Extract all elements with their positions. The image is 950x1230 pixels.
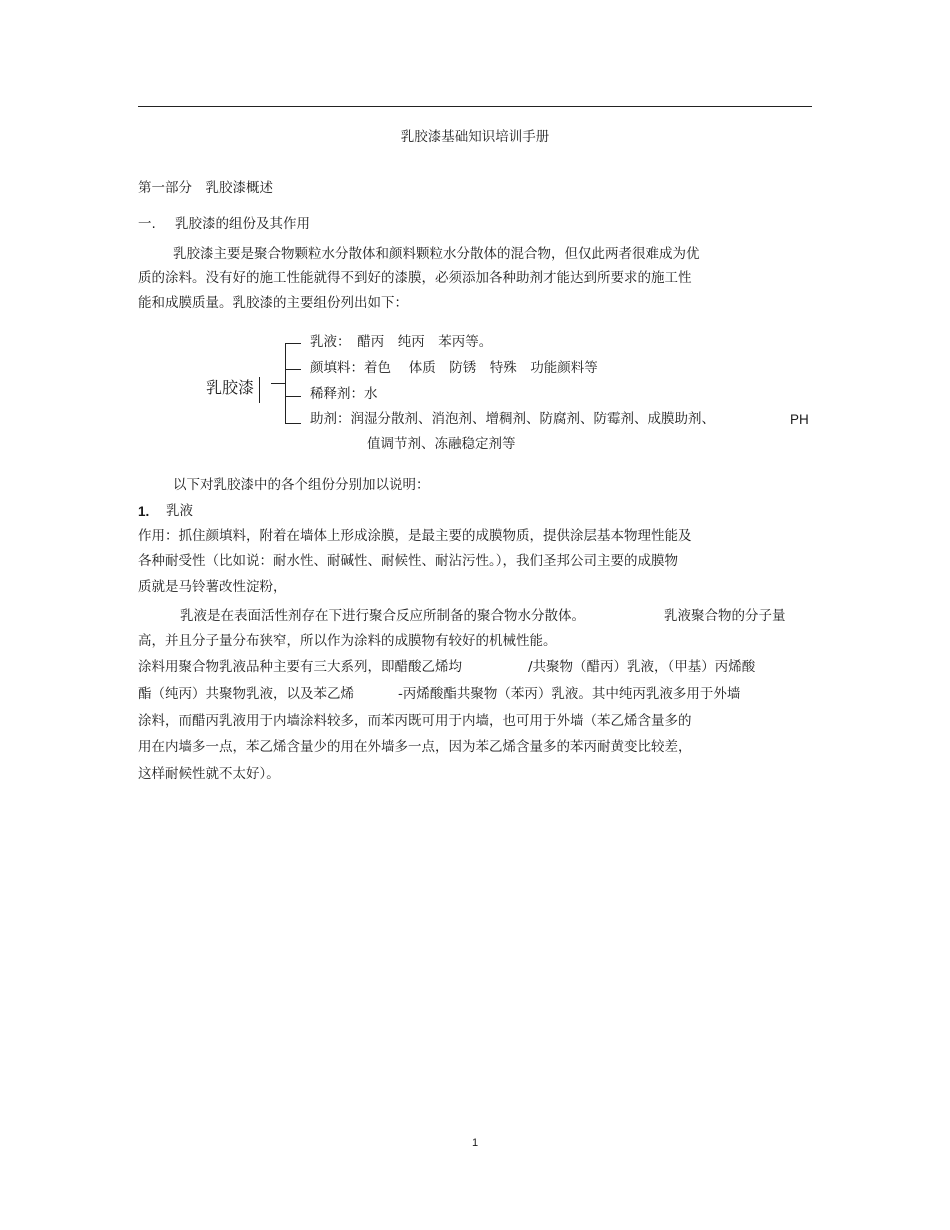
intro-line-1: 乳胶漆主要是聚合物颗粒水分散体和颜料颗粒水分散体的混合物，但仅此两者很难成为优 <box>173 246 700 262</box>
page-number: 1 <box>471 1137 479 1149</box>
role-line-3: 质就是马铃薯改性淀粉， <box>138 579 287 595</box>
root-tick <box>259 377 260 403</box>
series-line-1a: 涂料用聚合物乳液品种主要有三大系列，即醋酸乙烯均 <box>138 659 462 675</box>
tree-item-emulsion: 乳液： 醋丙 纯丙 苯丙等。 <box>310 334 493 350</box>
series-line-1b: /共聚物（醋丙）乳液，（甲基）丙烯酸 <box>528 659 756 675</box>
section-title: 乳胶漆的组份及其作用 <box>175 216 310 232</box>
tree-item-additives-ph: PH <box>790 412 809 427</box>
root-connector <box>271 383 286 384</box>
emulsion-para-line-1a: 乳液是在表面活性剂存在下进行聚合反应所制备的聚合物水分散体。 <box>180 608 585 624</box>
series-line-4: 用在内墙多一点，苯乙烯含量少的用在外墙多一点，因为苯乙烯含量多的苯丙耐黄变比较差， <box>138 739 692 755</box>
header-rule <box>138 106 812 107</box>
explain-line: 以下对乳胶漆中的各个组份分别加以说明： <box>173 477 430 493</box>
series-line-3: 涂料，而醋丙乳液用于内墙涂料较多，而苯丙既可用于内墙，也可用于外墙（苯乙烯含量多的 <box>138 713 692 729</box>
document-title: 乳胶漆基础知识培训手册 <box>400 129 550 145</box>
tree-item-additives: 助剂：润湿分散剂、消泡剂、增稠剂、防腐剂、防霉剂、成膜助剂、 <box>310 411 715 427</box>
role-line-1: 作用：抓住颜填料，附着在墙体上形成涂膜，是最主要的成膜物质，提供涂层基本物理性能及 <box>138 528 692 544</box>
tree-item-additives-cont: 值调节剂、冻融稳定剂等 <box>367 436 516 452</box>
subsection-title: 乳液 <box>166 503 193 519</box>
part-heading: 第一部分 乳胶漆概述 <box>138 180 273 196</box>
branch-4 <box>285 423 301 424</box>
series-line-2b: -丙烯酸酯共聚物（苯丙）乳液。其中纯丙乳液多用于外墙 <box>398 686 741 702</box>
branch-3 <box>285 396 301 397</box>
role-line-2: 各种耐受性（比如说：耐水性、耐碱性、耐候性、耐沾污性。），我们圣邦公司主要的成膜物 <box>138 553 678 569</box>
branch-1 <box>285 343 301 344</box>
series-line-2a: 酯（纯丙）共聚物乳液，以及苯乙烯 <box>138 686 354 702</box>
emulsion-para-line-2: 高，并且分子量分布狭窄，所以作为涂料的成膜物有较好的机械性能。 <box>138 633 557 649</box>
emulsion-para-line-1b: 乳液聚合物的分子量 <box>664 608 786 624</box>
subsection-number: 1. <box>138 504 150 519</box>
section-number: 一. <box>138 216 156 232</box>
tree-bracket <box>285 343 286 424</box>
intro-line-3: 能和成膜质量。乳胶漆的主要组份列出如下： <box>138 295 408 311</box>
branch-2 <box>285 369 301 370</box>
tree-root-label: 乳胶漆 <box>206 378 255 397</box>
tree-item-pigments: 颜填料：着色 体质 防锈 特殊 功能颜料等 <box>310 360 598 376</box>
intro-line-2: 质的涂料。没有好的施工性能就得不到好的漆膜，必须添加各种助剂才能达到所要求的施工性 <box>138 270 692 286</box>
tree-item-diluent: 稀释剂：水 <box>310 386 378 402</box>
series-line-5: 这样耐候性就不太好）。 <box>138 766 280 782</box>
